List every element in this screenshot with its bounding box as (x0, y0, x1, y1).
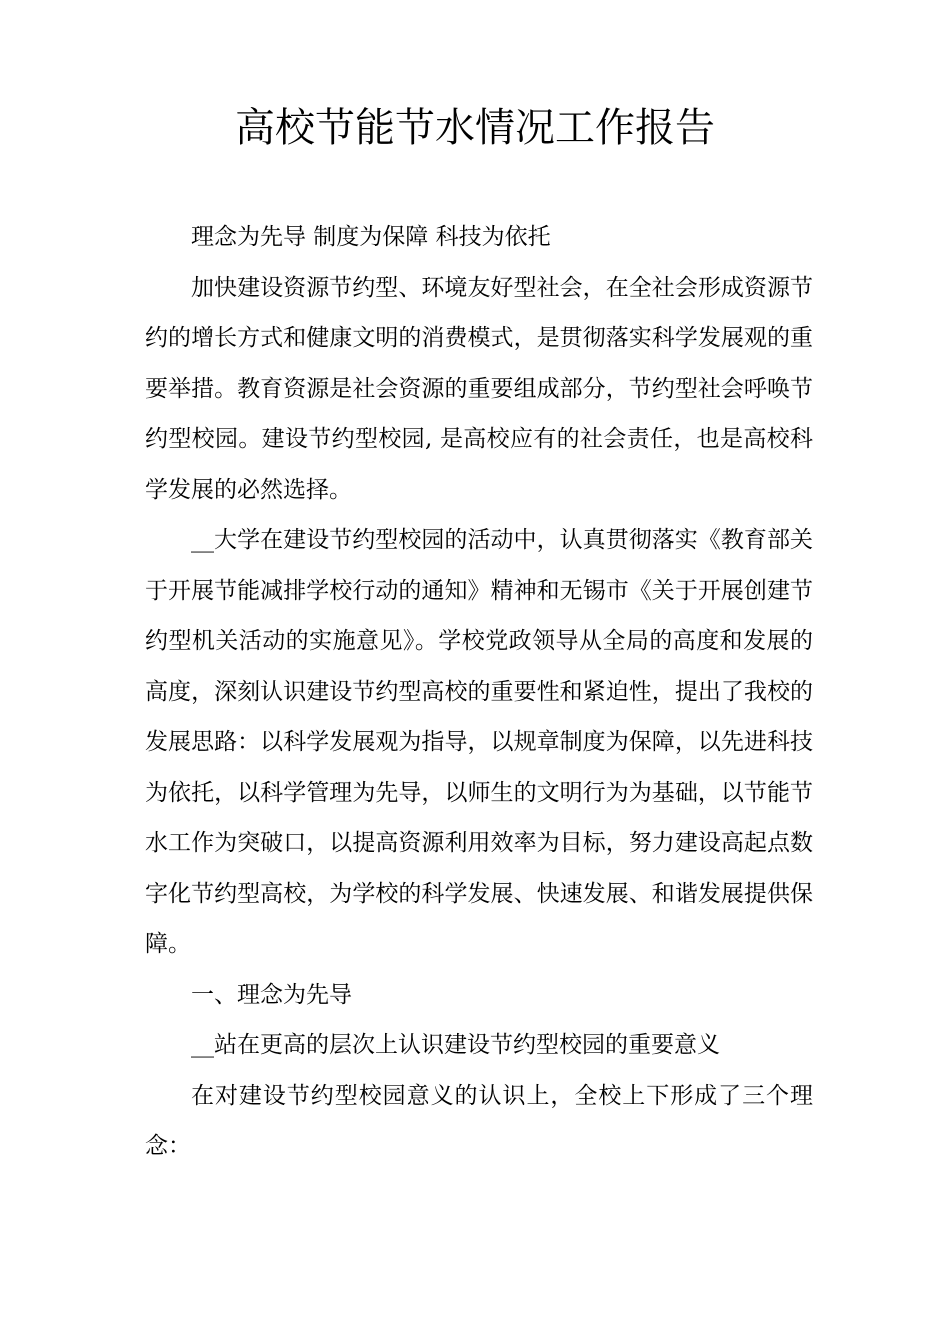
section-heading-1: 一、理念为先导 (191, 981, 352, 1008)
document-body (145, 212, 813, 1172)
subsection-heading: __站在更高的层次上认识建设节约型校园的重要意义 (191, 1032, 720, 1058)
paragraph-three-concepts: 在对建设节约型校园意义的认识上，全校上下形成了三个理念： (145, 1082, 813, 1159)
paragraph-subtitle: 理念为先导 制度为保障 科技为依托 (191, 224, 551, 250)
document-title: 高校节能节水情况工作报告 (235, 105, 715, 151)
paragraph-intro: 加快建设资源节约型、环境友好型社会，在全社会形成资源节约的增长方式和健康文明的消费模式，是贯彻落实科学发展观的重要举措。教育资源是社会资源的重要组成部分，节约型社会呼唤节约型校园。建设节约型校园, 是高校应有的社会责任，也是高校科学发展的必然选择。 (145, 274, 813, 503)
paragraph-university-actions: __大学在建设节约型校园的活动中，认真贯彻落实《教育部关于开展节能减排学校行动的通知》精神和无锡市《关于开展创建节约型机关活动的实施意见》。学校党政领导从全局的高度和发展的高度，深刻认识建设节约型高校的重要性和紧迫性，提出了我校的发展思路：以科学发展观为指导，以规章制度为保障，以先进科技为依托，以科学管理为先导，以师生的文明行为为基础，以节能节水工作为突破口，以提高资源利用效率为目标，努力建设高起点数字化节约型高校，为学校的科学发展、快速发展、和谐发展提供保障。 (145, 527, 813, 957)
